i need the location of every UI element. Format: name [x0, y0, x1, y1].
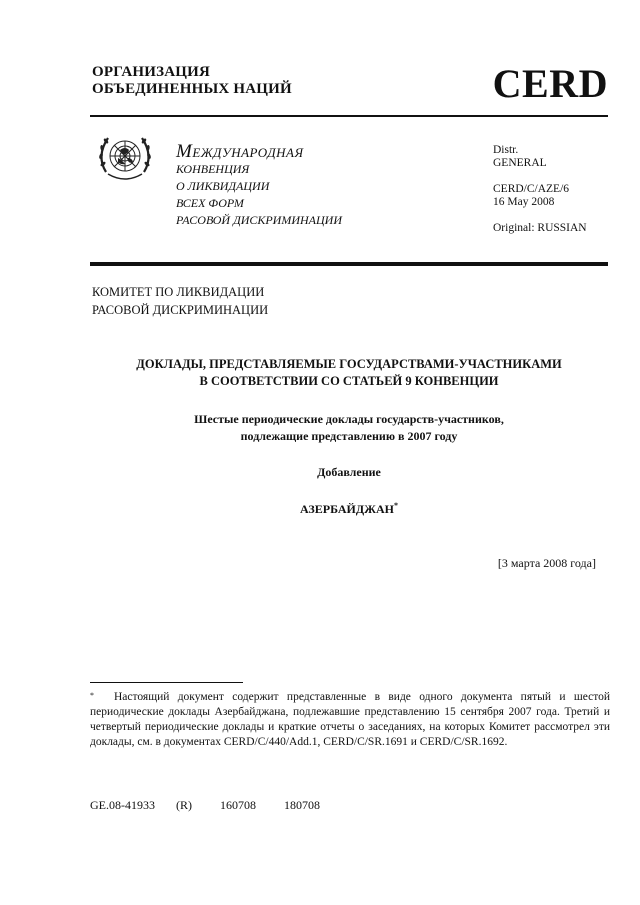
job-number: GE.08-41933 (R) 160708 180708 — [90, 798, 320, 812]
organization-name — [92, 64, 292, 98]
footnote-separator — [90, 682, 243, 683]
convention-line-1 — [176, 143, 342, 161]
title-line-1: ДОКЛАДЫ, ПРЕДСТАВЛЯЕМЫЕ ГОСУДАРСТВАМИ-УЧАСТНИКАМИ — [136, 357, 562, 371]
document-subtitle — [90, 411, 608, 445]
country-heading — [90, 501, 608, 517]
title-line-2: В СООТВЕТСТВИИ СО СТАТЬЕЙ 9 КОНВЕНЦИИ — [199, 374, 499, 388]
convention-name — [176, 143, 342, 229]
un-emblem-icon — [94, 128, 156, 188]
document-symbol-cerd: CERD — [492, 61, 608, 106]
country-name: АЗЕРБАЙДЖАН — [300, 502, 394, 516]
committee-line-2: РАСОВОЙ ДИСКРИМИНАЦИИ — [92, 303, 269, 317]
subtitle-line-2: подлежащие представлению в 2007 году — [240, 429, 458, 443]
footnote-mark: * — [90, 691, 94, 700]
masthead-rule — [90, 262, 608, 266]
submission-date: [3 марта 2008 года] — [497, 556, 596, 570]
committee-line-1: КОМИТЕТ ПО ЛИКВИДАЦИИ — [92, 285, 265, 299]
subtitle-line-1: Шестые периодические доклады государств-участников, — [194, 412, 504, 426]
convention-initial: М — [176, 141, 193, 162]
addendum-label: Добавление — [317, 465, 381, 479]
org-line-2: ОБЪЕДИНЕННЫХ НАЦИЙ — [92, 81, 292, 97]
committee-name — [92, 283, 268, 319]
doc-symbol: CERD/C/AZE/6 — [493, 183, 570, 195]
footnote-text: Настоящий документ содержит представленные в виде одного документа пятый и шестой периодические доклады Азербайджана, подлежавшие представлению 15 сентября 2007 года. Третий и четвертый периодические доклады и краткие отчеты о заседаниях, на которых Комитет рассмотрел эти доклады, см. в документах CERD/C/440/Add.1, CERD/C/SR.1691 и CERD/C/SR.1692. — [90, 691, 610, 748]
distr-value: GENERAL — [493, 157, 547, 169]
convention-line-1-rest: ЕЖДУНАРОДНАЯ — [192, 145, 304, 160]
convention-line-4: ВСЕХ ФОРМ — [176, 196, 244, 210]
document-title — [90, 356, 608, 390]
doc-date: 16 May 2008 — [493, 196, 555, 208]
footnote-reference: * — [393, 501, 398, 510]
footnote — [90, 690, 610, 750]
distr-label: Distr. — [493, 144, 519, 156]
header-rule — [90, 115, 608, 117]
org-line-1: ОРГАНИЗАЦИЯ — [92, 64, 211, 80]
original-language: Original: RUSSIAN — [493, 222, 587, 234]
convention-line-2: КОНВЕНЦИЯ — [176, 162, 250, 176]
convention-line-5: РАСОВОЙ ДИСКРИМИНАЦИИ — [176, 213, 343, 227]
convention-line-3: О ЛИКВИДАЦИИ — [176, 179, 270, 193]
distribution-block — [493, 144, 587, 235]
